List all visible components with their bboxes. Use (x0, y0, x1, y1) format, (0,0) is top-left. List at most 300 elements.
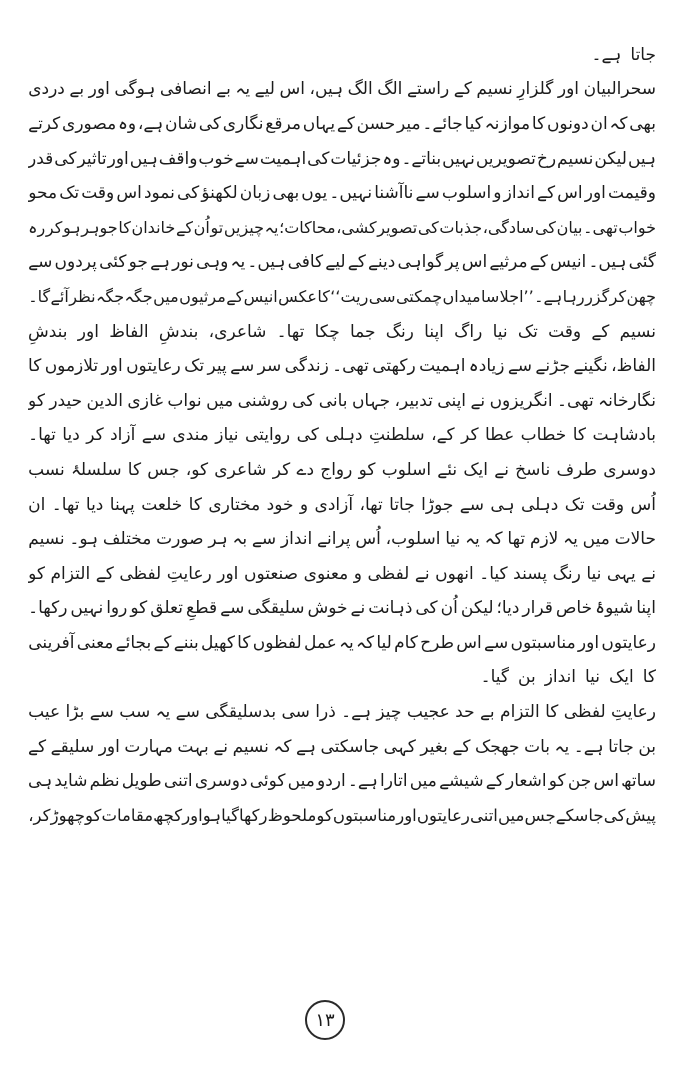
word: ان (590, 113, 608, 134)
word: کافی (287, 252, 324, 273)
word: گیا (221, 806, 239, 826)
word: کو (28, 563, 45, 584)
word: ان (28, 494, 46, 515)
word: اور (557, 79, 580, 100)
word: چکا (314, 321, 340, 342)
word: کے (485, 771, 504, 792)
word: بے (479, 702, 495, 723)
word: ہے۔ (573, 736, 604, 757)
word: سے (251, 529, 277, 550)
word: اور (88, 79, 110, 100)
word: دے (296, 459, 315, 480)
word: جگہ (96, 287, 125, 307)
word: گیا۔ (480, 667, 509, 688)
word: ساتھ (621, 771, 656, 792)
word: کو (548, 771, 566, 792)
word: بن (638, 736, 656, 757)
word: اُس (355, 529, 381, 550)
word: بات (524, 736, 550, 757)
word: بدسلیقگی (205, 702, 277, 723)
word: نسب (28, 459, 65, 480)
word: کہ (356, 632, 375, 653)
word: اُن (193, 218, 210, 238)
word: کر (272, 459, 291, 480)
word: آزادی (314, 494, 354, 515)
word: ہے۔ (341, 702, 372, 723)
word: کئی (99, 252, 127, 273)
word: ہیں۔ (588, 252, 627, 273)
word: سب (119, 702, 151, 723)
word: زندگی (284, 356, 329, 377)
word: اس (461, 252, 488, 273)
word: ’’اجلا (499, 287, 534, 307)
word: لفظوں (252, 632, 302, 653)
word: سے (234, 148, 259, 169)
word: سحرالبیان (583, 79, 656, 100)
word: کھیل (200, 632, 235, 653)
word: بناتے۔ (401, 148, 442, 169)
word: میں (582, 529, 610, 550)
text-line (28, 246, 656, 281)
word: ناسخ (515, 459, 551, 480)
word: کہی (383, 736, 416, 757)
word: شاید (54, 771, 88, 792)
word: بادشاہت (592, 425, 656, 446)
word: کا (118, 218, 131, 238)
text-line (28, 176, 656, 211)
word: کے (452, 736, 471, 757)
word: گلزارِ (517, 79, 554, 100)
word: اشعار (506, 771, 547, 792)
word: یہ (235, 79, 251, 100)
word: یہی (606, 563, 636, 584)
word: یہ (465, 529, 480, 550)
word: نظر (69, 287, 96, 307)
word: انیس (243, 287, 278, 307)
word: اور (101, 356, 123, 377)
word: انصافی (159, 79, 212, 100)
word: اس (456, 632, 482, 653)
word: تک (517, 321, 538, 342)
word: آفرینی (28, 632, 75, 653)
word: کا (127, 459, 142, 480)
word: تھی۔ (557, 390, 594, 411)
word: سے (89, 702, 114, 723)
word: کر (609, 287, 627, 307)
word: کچھ (153, 806, 183, 826)
word: کو (130, 598, 148, 619)
word: سلسلۂ (70, 459, 122, 480)
word: تھا، (359, 494, 383, 515)
word: گا۔ (28, 287, 51, 307)
word: نیا (445, 529, 461, 550)
word: کی (54, 148, 77, 169)
word: الگ (347, 79, 373, 100)
word: کی (176, 183, 200, 204)
word: تلازموں (44, 356, 99, 377)
word: نظم (89, 771, 120, 792)
word: گواہی (397, 252, 444, 273)
word: وہ (117, 113, 137, 134)
word: بجائے (115, 632, 152, 653)
word: بھی (272, 183, 300, 204)
word: نیا (492, 321, 508, 342)
word: شان (165, 113, 197, 134)
word: شیشے (439, 771, 484, 792)
word: رہ (28, 218, 46, 238)
word: کہ (484, 529, 503, 550)
word: واقف (158, 148, 198, 169)
page-number: ۱۳ (305, 1000, 345, 1040)
word: لیا (376, 632, 392, 653)
word: لفظی (119, 563, 162, 584)
word: وقت (81, 183, 115, 204)
word: دینے (367, 252, 396, 273)
word: میں (206, 390, 234, 411)
text-line (28, 730, 656, 765)
word: طویل (121, 771, 162, 792)
word: رکھا۔ (28, 598, 68, 619)
word: کا (572, 425, 587, 446)
word: کی (417, 218, 439, 238)
word: وقیمت (608, 183, 656, 204)
word: یوں (301, 183, 328, 204)
word: نے (350, 598, 366, 619)
word: ہے (150, 252, 170, 273)
word: پر (445, 252, 460, 273)
word: و (353, 563, 362, 584)
word: جس (147, 459, 180, 480)
word: سر (257, 356, 282, 377)
text-line (28, 280, 656, 315)
word: نے (414, 563, 430, 584)
word: بے (69, 79, 85, 100)
word: سے (484, 632, 509, 653)
word: نگینے (573, 356, 608, 377)
word: حسن (356, 113, 396, 134)
word: تک (184, 356, 205, 377)
word: شیوۂ (595, 598, 634, 619)
word: پرانے (317, 529, 351, 550)
word: میں (153, 287, 179, 307)
word: نے (494, 459, 509, 480)
word: ہی (490, 494, 515, 515)
word: تعلق (150, 598, 183, 619)
word: کا (188, 494, 202, 515)
word: تو (210, 218, 224, 238)
word: وہ (382, 148, 401, 169)
word: اس (279, 79, 305, 100)
word: صنعتوں (243, 563, 299, 584)
word: میر (397, 113, 421, 134)
word: مقامات (101, 806, 154, 826)
word: طرح (420, 632, 455, 653)
word: ہے۔ (347, 771, 378, 792)
word: رواج (320, 459, 353, 480)
word: تھا۔ (51, 494, 80, 515)
word: رعایتِ (166, 563, 212, 584)
word: رعایتوں (416, 806, 470, 826)
word: مرقع (265, 113, 301, 134)
word: لیے (254, 79, 275, 100)
word: اور (217, 563, 239, 584)
word: مندی (172, 425, 209, 446)
text-line (28, 384, 656, 419)
word: میں (497, 806, 525, 826)
text-line (28, 522, 656, 557)
word: چمکتی (395, 287, 443, 307)
word: لیکن (594, 148, 627, 169)
word: تصویریں (475, 148, 536, 169)
text-line (28, 799, 656, 834)
word: نسیم (557, 148, 594, 169)
word: بننے (173, 632, 199, 653)
word: دیا (62, 425, 80, 446)
word: کے (226, 287, 244, 307)
word: جن (567, 771, 592, 792)
word: بہ (232, 529, 248, 550)
word: میں (409, 771, 437, 792)
word: جو (128, 252, 148, 273)
word: سے (507, 356, 533, 377)
word: نے (213, 736, 229, 757)
word: ہے۔ (591, 44, 622, 65)
word: مرثیوں (179, 287, 226, 307)
word: دوسری (603, 459, 656, 480)
word: ایک (609, 667, 634, 688)
word: یہ (339, 632, 354, 653)
word: میں (287, 771, 315, 792)
word: چیزیں (223, 218, 265, 238)
word: بانی (318, 390, 348, 411)
word: تھا۔ (276, 321, 305, 342)
word: سے (459, 494, 485, 515)
word: کیا (464, 113, 483, 134)
word: جاتا (389, 494, 415, 515)
word: و (493, 183, 502, 204)
word: ہے، (137, 113, 164, 134)
word: خطاب (520, 425, 567, 446)
word: نے (470, 390, 486, 411)
word: اہمیت (419, 356, 466, 377)
word: ہیں (627, 148, 656, 169)
word: سلیقے (50, 736, 95, 757)
word: الگ (377, 79, 403, 100)
word: دیا (85, 494, 104, 515)
word: آزاد (110, 425, 136, 446)
word: انداز (503, 183, 535, 204)
word: تک (564, 494, 585, 515)
word: کی (603, 806, 626, 826)
word: کے (453, 79, 472, 100)
word: جما (349, 321, 376, 342)
word: ریت‘‘ (330, 287, 369, 307)
word: و (299, 494, 309, 515)
word: انیس (550, 252, 587, 273)
word: اُن (440, 598, 458, 619)
word: غازی (127, 390, 164, 411)
word: نہیں۔ (329, 183, 373, 204)
word: کے، (431, 425, 455, 446)
word: تاثیر (77, 148, 107, 169)
word: تصویر (377, 218, 418, 238)
word: اور (396, 806, 417, 826)
word: کو (358, 459, 376, 480)
word: جگہ (124, 287, 153, 307)
word: مختلف (102, 529, 152, 550)
word: دہلی (325, 425, 363, 446)
word: ہو (202, 806, 221, 826)
text-line (28, 592, 656, 627)
word: بن (518, 667, 536, 688)
word: کے (28, 736, 47, 757)
word: کو (85, 806, 102, 826)
text-line (28, 557, 656, 592)
word: طرف (556, 459, 598, 480)
text-line (28, 38, 656, 73)
word: وہی (196, 252, 229, 273)
word: کا (317, 287, 330, 307)
word: نیا (585, 667, 601, 688)
word: مختاری (208, 494, 261, 515)
word: پیش (625, 806, 656, 826)
word: اس (593, 771, 619, 792)
word: بندشِ (158, 321, 199, 342)
word: کر، (28, 806, 51, 826)
word: بھی (629, 113, 656, 134)
word: روا (106, 598, 128, 619)
word: رہا (562, 287, 585, 307)
word: نسیم (476, 79, 513, 100)
word: راستے (406, 79, 450, 100)
word: رکھتی (372, 356, 416, 377)
word: راگ (454, 321, 483, 342)
word: حد (455, 702, 475, 723)
word: یہ (155, 702, 171, 723)
word: ذرا (315, 702, 336, 723)
word: کے (175, 218, 193, 238)
word: نواب (167, 390, 202, 411)
word: کر (461, 425, 479, 446)
word: تک (59, 183, 80, 204)
text-line (28, 661, 656, 696)
word: سے (28, 252, 53, 273)
word: رنگ (385, 321, 414, 342)
word: خوب (198, 148, 234, 169)
word: سے (220, 598, 245, 619)
word: زبان (239, 183, 271, 204)
word: کا (545, 702, 559, 723)
word: ہیں۔ (247, 252, 286, 273)
word: سے (175, 702, 200, 723)
word: محاکات؛ (279, 218, 336, 238)
word: خواب (618, 218, 656, 238)
word: بغیر (420, 736, 448, 757)
word: بہت (177, 736, 209, 757)
word: لکھنؤ (201, 183, 238, 204)
word: اتنی (469, 806, 498, 826)
word: چھن (626, 287, 656, 307)
word: لیکن (460, 598, 494, 619)
word: روایتی (244, 425, 291, 446)
word: پیر (207, 356, 227, 377)
word: حالات (614, 529, 656, 550)
word: رخ (536, 148, 557, 169)
word: رعایتوں (126, 356, 181, 377)
word: ہو (63, 218, 81, 238)
word: التزام (50, 563, 91, 584)
word: سلیقگی (247, 598, 305, 619)
word: اُس (630, 494, 656, 515)
word: ہی (28, 771, 53, 792)
word: کے (529, 252, 548, 273)
word: انھوں (435, 563, 474, 584)
word: نسیم (28, 529, 65, 550)
word: یہ (264, 218, 279, 238)
word: جاتا (630, 44, 656, 65)
word: میداں (442, 287, 481, 307)
word: کی (534, 218, 556, 238)
text-line (28, 349, 656, 384)
word: جاتا (608, 736, 634, 757)
word: پہنا (109, 494, 135, 515)
word: عکس (278, 287, 317, 307)
word: اور (584, 183, 606, 204)
word: جاسکتی (320, 736, 380, 757)
word: نسیم (232, 736, 269, 757)
word: ہو۔ (69, 529, 99, 550)
word: معنوی (303, 563, 349, 584)
word: تھا۔ (28, 425, 56, 446)
word: ہیں (129, 148, 158, 169)
word: انداز (280, 529, 313, 550)
word: کو، (185, 459, 209, 480)
word: نئے (437, 459, 458, 480)
word: سے (415, 183, 440, 204)
word: سے (230, 356, 255, 377)
word: الفاظ، (611, 356, 656, 377)
word: بے (216, 79, 231, 100)
word: کے (537, 183, 556, 204)
word: اور (577, 632, 600, 653)
word: مناسبتوں (510, 632, 576, 653)
word: شاعری (214, 459, 267, 480)
word: ایک (463, 459, 489, 480)
word: بیان (556, 218, 583, 238)
word: جوڑا (421, 494, 454, 515)
word: اپنا (636, 598, 656, 619)
word: عطا (484, 425, 515, 446)
word: کی (307, 148, 330, 169)
word: جھجک (474, 736, 520, 757)
word: دیا؛ (496, 598, 520, 619)
word: کی (296, 425, 319, 446)
word: وقت (591, 494, 625, 515)
word: ہے (296, 736, 316, 757)
text-line (28, 626, 656, 661)
word: جذبات (439, 218, 483, 238)
word: سے (141, 425, 166, 446)
word: لازم (529, 529, 559, 550)
word: التزام (500, 702, 540, 723)
word: حیدر (49, 390, 83, 411)
word: کر (86, 425, 104, 446)
word: دردی (28, 79, 65, 100)
word: اردو (317, 771, 346, 792)
word: نے (641, 563, 656, 584)
word: لیے (325, 252, 346, 273)
word: کام (394, 632, 418, 653)
